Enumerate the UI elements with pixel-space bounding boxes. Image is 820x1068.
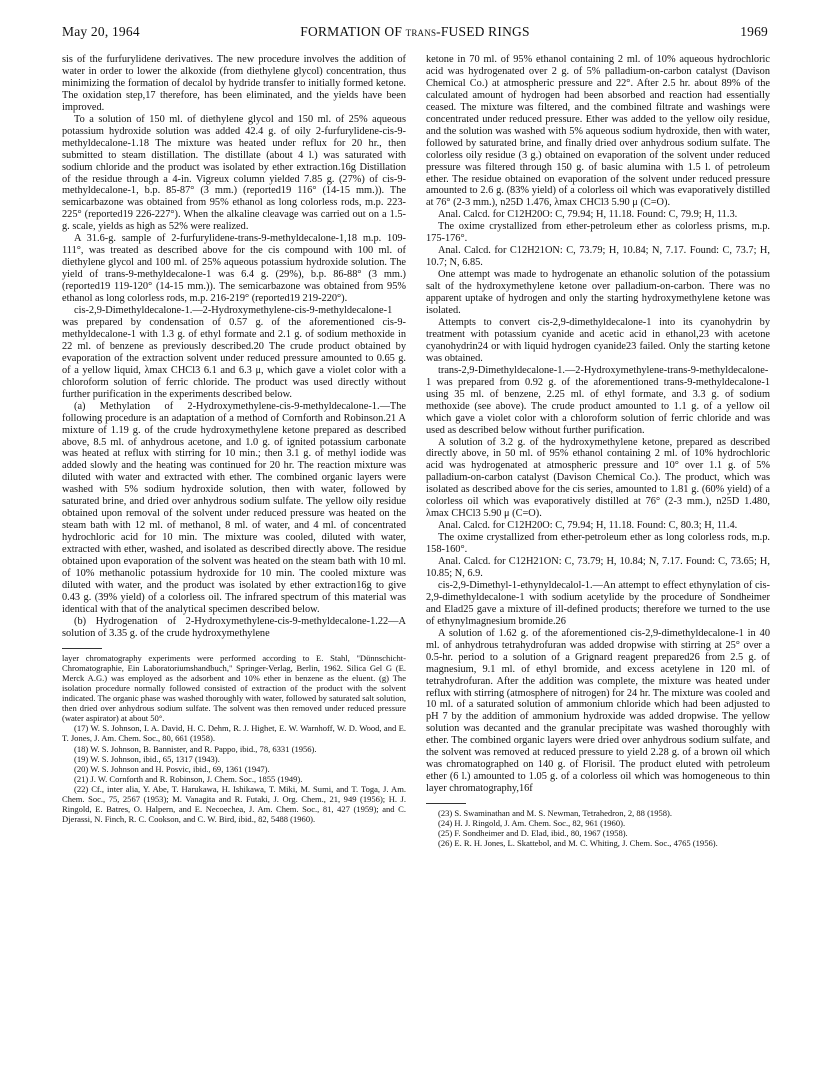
body-paragraph: A solution of 3.2 g. of the hydroxymethylene ketone, prepared as described directly above, in 50 ml. of 95% ethanol containing 2 ml. of 10% hydrochloric acid was hydrogenated at atmospheric pressure and 10° over 1.1 g. of 5% palladium-on-carbon catalyst (Davison Chemical Co.). The product, which was isolated as described above for the cis series, amounted to 1.81 g. (60% yield) of a colorless oil which was evaporatively distilled at 76° (2-3 mm.), n25D 1.480, λmax CHCl3 5.90 μ (C=O).: [426, 436, 770, 520]
body-paragraph: A 31.6-g. sample of 2-furfurylidene-trans-9-methyldecalone-1,18 m.p. 109-111°, was treated as described above for the cis compound with 100 ml. of diethylene glycol and 100 ml. of 25% aqueous potassium hydroxide solution. The yield of trans-9-methyldecalone-1 was 6.4 g. (29%), b.p. 86-88° (3 mm.) (reported19 119-120° (14-15 mm.)). The semicarbazone was obtained from 95% ethanol as long colorless rods, m.p. 216-219° (reported19 219-220°).: [62, 233, 406, 305]
body-paragraph: Anal. Calcd. for C12H20O: C, 79.94; H, 11.18. Found: C, 80.3; H, 11.4.: [438, 520, 738, 532]
body-paragraph: Anal. Calcd. for C12H21ON: C, 73.79; H, 10.84; N, 7.17. Found: C, 73.7; H, 10.7; N, 6.85.: [426, 245, 770, 269]
footnote-rule: [426, 803, 466, 804]
footnote: (24) H. J. Ringold, J. Am. Chem. Soc., 82, 961 (1960).: [438, 818, 626, 829]
header-date: May 20, 1964: [62, 24, 140, 39]
right-column: [426, 54, 770, 848]
footnote: (20) W. S. Johnson and H. Posvic, ibid., 69, 1361 (1947).: [74, 763, 270, 774]
footnote: (22) Cf., inter alia, Y. Abe, T. Harukawa, H. Ishikawa, T. Miki, M. Sumi, and T. Toga, J. Am. Chem. Soc., 75, 2567 (1953); M. Vanagita and R. Futaki, J. Org. Chem., 21, 949 (1956); H. J. Ringold, E. Batres, O. Halpern, and E. Necoechea, J. Am. Chem. Soc., 81, 427 (1959); and C. Djerassi, N. Finch, R. C. Cookson, and C. W. Bird, ibid., 82, 5488 (1960).: [62, 783, 406, 825]
body-paragraph: To a solution of 150 ml. of diethylene glycol and 150 ml. of 25% aqueous potassium hydroxide solution was added 42.4 g. of oily 2-furfurylidene-cis-9-methyldecalone-1.18 The mixture was heated under reflux for 20 hr., then submitted to steam distillation. The distillate (about 4 l.) was saturated with sodium chloride and the product was isolated by ether extraction.16g Distillation of the residue through a 4-in. Vigreux column yielded 7.85 g. (27%) of cis-9-methyldecalone-1, b.p. 85-87° (3 mm.) (reported19 116° (14-15 mm.)). The semicarbazone was obtained from 95% ethanol as long colorless rods, m.p. 223-225° (reported19 226-227°). When the alkaline cleavage was carried out on a 1.5-g. scale, yields as high as 52% were realized.: [62, 113, 406, 233]
footnote: (21) J. W. Cornforth and R. Robinson, J. Chem. Soc., 1855 (1949).: [74, 773, 303, 784]
footnote: layer chromatography experiments were performed according to E. Stahl, "Dünnschicht-Chromatographie, Ein Laboratoriumshandbuch," Springer-Verlag, Berlin, 1962. Silica Gel G (E. Merck A.G.) was employed as the adsorbent and 10% ether in benzene as the eluent. (g) The isolation procedure normally followed consisted of extraction of the product with the solvent indicated. The organic phase was washed thoroughly with water, followed by saturated salt solution, then dried over anhydrous sodium sulfate. The solvent was then removed under reduced pressure (water aspirator) at about 50°.: [62, 652, 406, 724]
footnote: (19) W. S. Johnson, ibid., 65, 1317 (1943).: [74, 753, 220, 764]
footnote: (25) F. Sondheimer and D. Elad, ibid., 80, 1967 (1958).: [438, 828, 628, 839]
body-paragraph: ketone in 70 ml. of 95% ethanol containing 2 ml. of 10% aqueous hydrochloric acid was hydrogenated over 2 g. of 5% palladium-on-carbon catalyst (Davison Chemical Co.) at atmospheric pressure and 22°. After 2.5 hr. about 89% of the calculated amount of hydrogen had been absorbed and reaction had essentially ceased. The mixture was filtered, and the combined filtrate and washings were concentrated under reduced pressure. Ether was added to the yellow oily residue, and the solution was washed with 5% aqueous sodium hydroxide, then with water, followed by saturated brine, and finally dried over anhydrous sodium sulfate. The colorless oily residue (3 g.) obtained on evaporation of the solvent under reduced pressure was filtered through 150 g. of basic alumina with 1.5 l. of petroleum ether. The residue obtained on evaporation of the solvent under reduced pressure amounted to 2.6 g. (83% yield) of a colorless oil which was evaporatively distilled at 76° (2-3 mm.), n25D 1.476, λmax CHCl3 5.90 μ (C=O).: [426, 54, 770, 209]
footnotes-right: [426, 808, 770, 848]
page-header: [62, 24, 768, 44]
body-paragraph: trans-2,9-Dimethyldecalone-1.—2-Hydroxymethylene-trans-9-methyldecalone-1 was prepared from 0.92 g. of the aforementioned trans-9-methyldecalone-1 using 35 ml. of benzene, 2.25 ml. of ethyl formate, and 3.3 g. of sodium methoxide (see above). The crude product amounted to 1.1 g. of a yellow oil which gave a violet color with a chloroform solution of ferric chloride and was used as described below without further purification.: [426, 364, 770, 436]
footnote-rule: [62, 648, 102, 649]
header-page-number: 1969: [740, 24, 768, 39]
body-paragraph: (b) Hydrogenation of 2-Hydroxymethylene-cis-9-methyldecalone-1.22—A solution of 3.35 g. of the crude hydroxymethylene: [62, 615, 406, 639]
body-paragraph: Anal. Calcd. for C12H20O: C, 79.94; H, 11.18. Found: C, 79.9; H, 11.3.: [438, 209, 738, 221]
body-paragraph: cis-2,9-Dimethyl-1-ethynyldecalol-1.—An attempt to effect ethynylation of cis-2,9-dimethyldecalone-1 with sodium acetylide by the procedure of Sondheimer and Elad25 gave a mixture of ill-defined products; therefore we turned to the use of ethynylmagnesium bromide.26: [426, 579, 770, 627]
body-paragraph: Attempts to convert cis-2,9-dimethyldecalone-1 into its cyanohydrin by treatment with potassium cyanide and acetic acid in ethanol,23 with acetone cyanohydrin24 or with liquid hydrogen cyanide23 failed. Only the starting ketone was obtained.: [426, 316, 770, 364]
body-paragraph: One attempt was made to hydrogenate an ethanolic solution of the potassium salt of the hydroxymethylene ketone over palladium-on-carbon. There was no apparent uptake of hydrogen and only the starting hydroxymethylene ketone was isolated.: [426, 269, 770, 317]
left-column: [62, 54, 406, 824]
footnote: (26) E. R. H. Jones, L. Skattebol, and M. C. Whiting, J. Chem. Soc., 4765 (1956).: [438, 838, 718, 849]
body-paragraph: (a) Methylation of 2-Hydroxymethylene-cis-9-methyldecalone-1.—The following procedure is an adaptation of a method of Cornforth and Robinson.21 A mixture of 1.19 g. of the crude hydroxymethylene ketone prepared as described above, 8.5 ml. of anhydrous acetone, and 1.0 g. of ignited potassium carbonate was heated at reflux with stirring for 10 min.; then 3.1 g. of methyl iodide was added slowly and the heating was continued for 20 hr. The reaction mixture was diluted with water and extracted with ether. The combined organic layers were washed with 5% sodium hydroxide solution, then with water, followed by saturated brine, and dried over anhydrous sodium sulfate. The yellow oily residue obtained upon removal of the solvent under reduced pressure was heated on the steam bath with 12 ml. of methanol, 8 ml. of water, and 4 ml. of concentrated hydrochloric acid for 10 min. The mixture was cooled, diluted with water, extracted with ether, washed, and isolated as described directly above. The residue obtained upon evaporation of the solvent was heated on the steam bath with 10 ml. of 10% methanolic potassium hydroxide for 10 min. The cooled mixture was diluted with water, and the product was isolated by ether extraction16g to give 0.43 g. (39% yield) of a colorless oil. The infrared spectrum of this material was identical with that of the analytical specimen described below.: [62, 400, 406, 615]
footnote: (23) S. Swaminathan and M. S. Newman, Tetrahedron, 2, 88 (1958).: [438, 808, 673, 819]
header-title: FORMATION OF trans-FUSED RINGS: [300, 24, 530, 39]
body-paragraph: The oxime crystallized from ether-petroleum ether as long colorless rods, m.p. 158-160°.: [426, 532, 770, 556]
body-paragraph: A solution of 1.62 g. of the aforementioned cis-2,9-dimethyldecalone-1 in 40 ml. of anhydrous tetrahydrofuran was added dropwise with stirring at 25° over a 0.5-hr. period to a solution of a Grignard reagent prepared26 from 2.5 g. of magnesium, 9.1 ml. of ethyl bromide, and excess acetylene in 120 ml. of tetrahydrofuran. After the addition was complete, the mixture was heated under reflux with stirring (atmosphere of nitrogen) for 24 hr. The mixture was cooled and 10 ml. of a saturated solution of ammonium chloride which had been adjusted to pH 7 by the addition of ammonium hydroxide was added dropwise. The yellow solution was decanted and the granular precipitate was washed thoroughly with ether. The combined organic layers were dried over anhydrous sodium sulfate, and the solvent was removed at reduced pressure to yield 2.28 g. of a brown oil which was chromatographed on 140 g. of Florisil. The product eluted with petroleum ether (6 l.) amounted to 1.05 g. of a colorless oil which was homogeneous to thin layer chromatography,16f: [426, 627, 770, 795]
body-paragraph: Anal. Calcd. for C12H21ON: C, 73.79; H, 10.84; N, 7.17. Found: C, 73.65; H, 10.85; N, 6.9.: [426, 556, 770, 579]
body-paragraph: The oxime crystallized from ether-petroleum ether as colorless prisms, m.p. 175-176°.: [426, 221, 770, 245]
body-paragraph: sis of the furfurylidene derivatives. The new procedure involves the addition of water in order to lower the alkoxide (from diethylene glycol) concentration, thus minimizing the formation of decalol by hydride transfer to initially formed ketone. The oxidation step,17 therefore, has been eliminated, and the yields have been improved.: [62, 54, 406, 113]
footnote: (18) W. S. Johnson, B. Bannister, and R. Pappo, ibid., 78, 6331 (1956).: [74, 743, 317, 754]
footnote: (17) W. S. Johnson, I. A. David, H. C. Dehm, R. J. Highet, E. W. Warnhoff, W. D. Wood, and E. T. Jones, J. Am. Chem. Soc., 80, 661 (1958).: [62, 723, 406, 744]
body-paragraph: cis-2,9-Dimethyldecalone-1.—2-Hydroxymethylene-cis-9-methyldecalone-1 was prepared by condensation of 0.57 g. of the aforementioned cis-9-methyldecalone-1 with 1.3 g. of ethyl formate and 2.1 g. of sodium methoxide in 22 ml. of benzene as previously described.20 The crude product obtained by evaporation of the extraction solvent under reduced pressure amounted to 0.65 g. of a yellow liquid, λmax CHCl3 6.1 and 6.3 μ, which gave a violet color with a chloroform solution of ferric chloride. The product was used directly without further purification in the experiments described below.: [62, 305, 406, 400]
footnotes-left: [62, 653, 406, 825]
